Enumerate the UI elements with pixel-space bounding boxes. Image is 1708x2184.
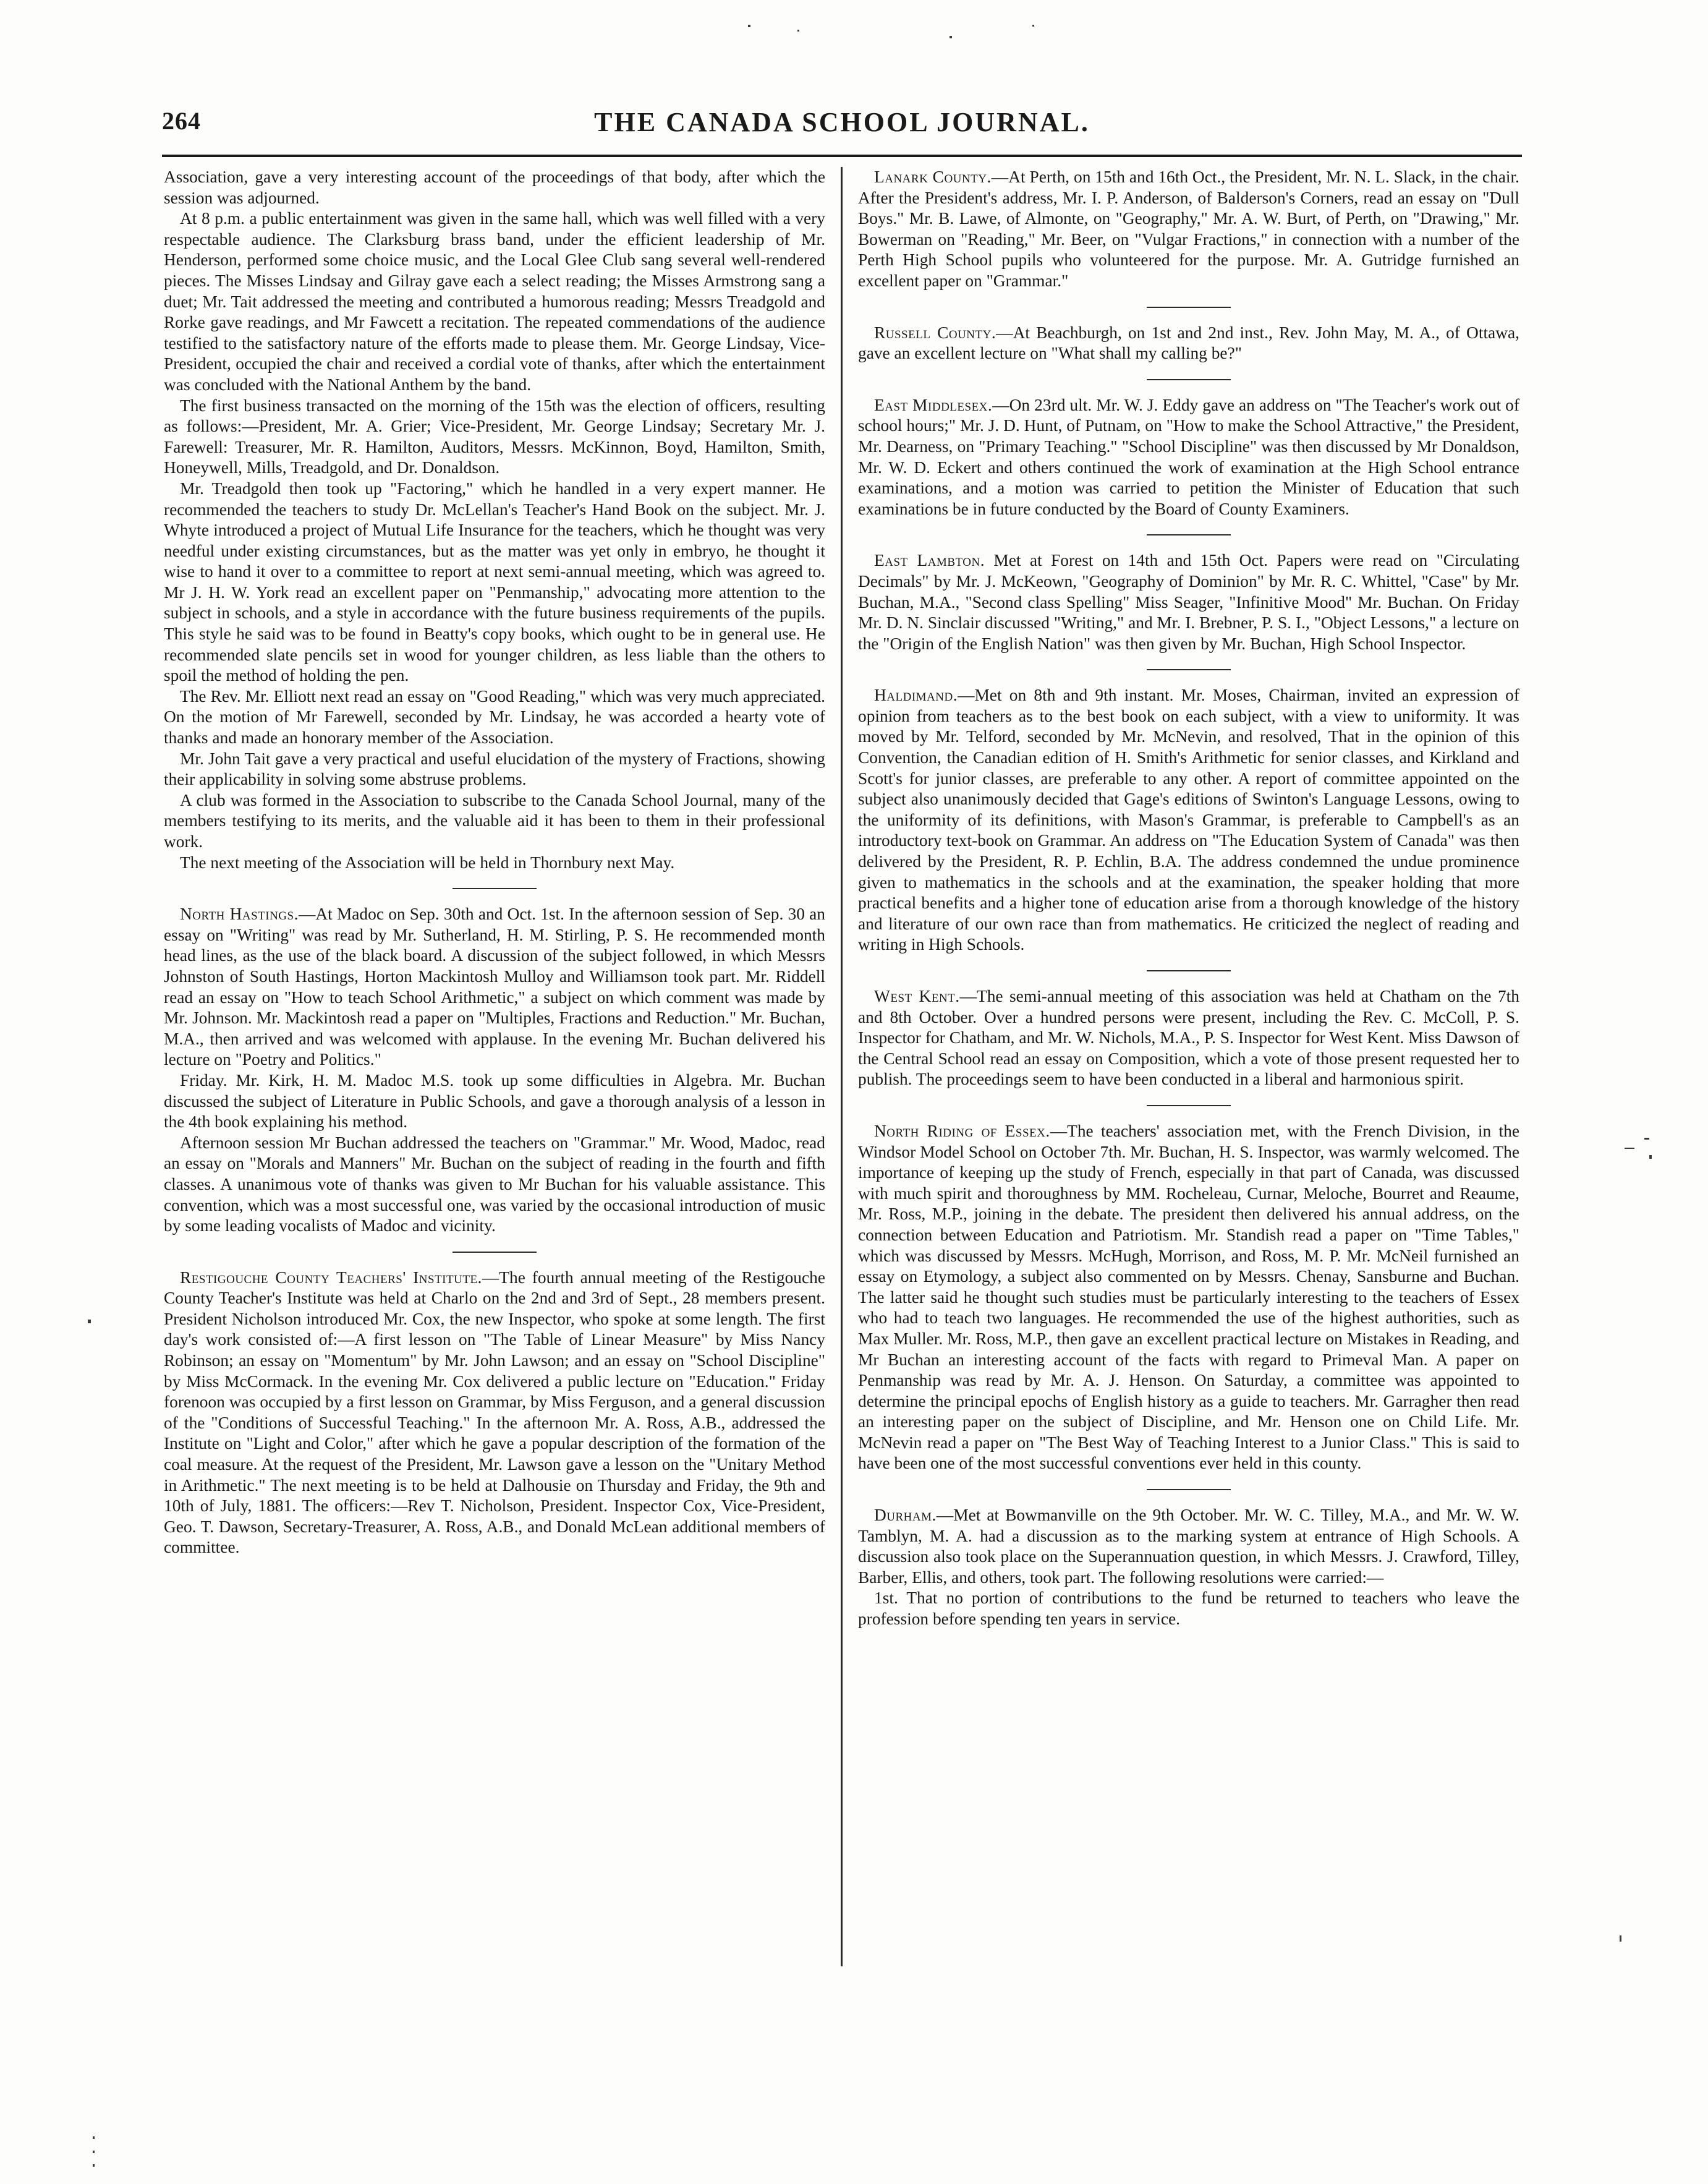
section-restigouche: Restigouche County Teachers' Institute.—The fourth annual meeting of the Restigouche County Teacher's Institute was held at Charlo on the 2nd and 3rd of Sept., 28 members present. President Nicholson introduced Mr. Cox, the new Inspector, who spoke at some length. The first day's work consisted of:—A first lesson on "The Table of Linear Measure" by Miss Nancy Robinson; an essay on "Momentum" by Mr. John Lawson; and an essay on "School Discipline" by Miss McCormack. In the evening Mr. Cox delivered a public lecture on "Education." Friday forenoon was occupied by a first lesson on Grammar, by Miss Ferguson, and a general discussion of the "Conditions of Successful Teaching." In the afternoon Mr. A. Ross, A.B., addressed the Institute on "Light and Color," after which he gave a popular description of the formation of the coal measure. At the request of the President, Mr. Lawson gave a lesson on the "Unitary Method in Arithmetic." The next meeting is to be held at Dalhousie on Thursday and Friday, the 9th and 10th of July, 1881. The officers:—Rev T. Nicholson, President. Inspector Cox, Vice-President, Geo. T. Dawson, Secretary-Treasurer, A. Ross, A.B., and Donald McLean additional members of committee. <box>164 1268 826 1557</box>
scan-speck <box>93 2164 95 2167</box>
section-text: At Madoc on Sep. 30th and Oct. 1st. In the afternoon session of Sep. 30 an essay on "Writing" was read by Mr. Sutherland, H. M. Stirling, P. S. He recommended month head lines, as the use of the black board. A discussion of the subject followed, in which Messrs Johnston of South Hastings, Horton Mackintosh Mulloy and Williamson took part. Mr. Riddell read an essay on "How to teach School Arithmetic," a subject on which comment was made by Mr. Johnson. Mr. Mackintosh read a paper on "Multiples, Fractions and Reduction." Mr. Buchan, M.A., then arrived and was welcomed with applause. In the evening Mr. Buchan delivered his lecture on "Poetry and Politics." <box>164 905 825 1069</box>
article-paragraph: The first business transacted on the morning of the 15th was the election of officers, resulting as follows:—President, Mr. A. Grier; Vice-President, Mr. George Lindsay; Secretary Mr. J. Farewell: Treasurer, Mr. R. Hamilton, Auditors, Messrs. McKinnon, Boyd, Hamilton, Smith, Honeywell, Mills, Treadgold, and Dr. Donaldson. <box>164 396 825 477</box>
section-north-hastings: North Hastings.—At Madoc on Sep. 30th and Oct. 1st. In the afternoon session of Sep. 30 an essay on "Writing" was read by Mr. Sutherland, H. M. Stirling, P. S. He recommended month head lines, as the use of the black board. A discussion of the subject followed, in which Messrs Johnston of South Hastings, Horton Mackintosh Mulloy and Williamson took part. Mr. Riddell read an essay on "How to teach School Arithmetic," a subject on which comment was made by Mr. Johnson. Mr. Mackintosh read a paper on "Multiples, Fractions and Reduction." Mr. Buchan, M.A., then arrived and was welcomed with applause. In the evening Mr. Buchan delivered his lecture on "Poetry and Politics." <box>164 905 825 1069</box>
scan-speck <box>1649 1155 1652 1159</box>
article-paragraph: Friday. Mr. Kirk, H. M. Madoc M.S. took up some difficulties in Algebra. Mr. Buchan discussed the subject of Literature in Public Schools, and gave a thorough analysis of a lesson in the 4th book explaining his method. <box>164 1070 825 1132</box>
scan-speck <box>1625 1148 1634 1149</box>
section-separator <box>1147 1489 1231 1490</box>
section-heading: Russell County. <box>874 323 996 342</box>
section-heading: East Middlesex. <box>874 395 993 414</box>
section-heading: North Riding of Essex. <box>874 1121 1050 1140</box>
section-text: At Beachburgh, on 1st and 2nd inst., Rev. John May, M. A., of Ottawa, gave an excellent lecture on "What shall my calling be?" <box>858 323 1519 363</box>
section-text: On 23rd ult. Mr. W. J. Eddy gave an address on "The Teacher's work out of school hours;" Mr. J. D. Hunt, of Putnam, on "How to make the School Attractive," the President, Mr. Dearness, on "Primary Teaching." "School Discipline" was then discussed by Mr Donaldson, Mr. W. D. Eckert and others continued the work of examination at the High School entrance examinations, and a motion was carried to petition the Minister of Education that such examinations be in future conducted by the Board of County Examiners. <box>858 395 1519 518</box>
section-heading: Durham. <box>874 1506 937 1525</box>
left-column <box>164 167 825 2022</box>
section-separator <box>1147 970 1231 971</box>
section-heading: Lanark County. <box>874 168 992 186</box>
column-divider <box>841 167 843 1966</box>
section-separator <box>1147 307 1231 308</box>
section-text: Met at Bowmanville on the 9th October. Mr. W. C. Tilley, M.A., and Mr. W. W. Tamblyn, M. A. had a discussion as to the marking system at entrance of High Schools. A discussion also took place on the Superannuation question, in which Messrs. J. Crawford, Tilley, Barber, Ellis, and others, took part. The following resolutions were carried:— <box>858 1506 1519 1587</box>
section-heading: North Hastings. <box>180 905 299 924</box>
section-heading: East Lambton. <box>874 551 985 570</box>
section-text: Met at Forest on 14th and 15th Oct. Papers were read on "Circulating Decimals" by Mr. J. McKeown, "Geography of Dominion" by Mr. R. C. Whittel, "Case" by Mr. Buchan, M.A., "Second class Spelling" Miss Seager, "Infinitive Mood" Mr. Buchan. On Friday Mr. D. N. Sinclair discussed "Writing," and Mr. I. Brebner, P. S. I., "Object Lessons," a lecture on the "Origin of the English Nation" was then given by Mr. Buchan, High School Inspector. <box>858 551 1519 653</box>
section-west-kent: West Kent.—The semi-annual meeting of this association was held at Chatham on the 7th and 8th October. Over a hundred persons were present, including the Rev. C. McColl, P. S. Inspector for Chatham, and Mr. W. Nichols, M.A., P. S. Inspector for West Kent. Miss Dawson of the Central School read an essay on Composition, which a vote of those present requested her to publish. The proceedings seem to have been conducted in a liberal and harmonious spirit. <box>858 987 1519 1089</box>
section-text: The fourth annual meeting of the Restigouche County Teacher's Institute was held at Charlo on the 2nd and 3rd of Sept., 28 members present. President Nicholson introduced Mr. Cox, the new Inspector, who spoke at some length. The first day's work consisted of:—A first lesson on "The Table of Linear Measure" by Miss Nancy Robinson; an essay on "Momentum" by Mr. John Lawson; and an essay on "School Discipline" by Miss McCormack. In the evening Mr. Cox delivered a public lecture on "Education." Friday forenoon was occupied by a first lesson on Grammar, by Miss Ferguson, and a general discussion of the "Conditions of Successful Teaching." In the afternoon Mr. A. Ross, A.B., addressed the Institute on "Light and Color," after which he gave a popular description of the formation of the coal measure. At the request of the President, Mr. Lawson gave a lesson on the "Unitary Method in Arithmetic." The next meeting is to be held at Dalhousie on Thursday and Friday, the 9th and 10th of July, 1881. The officers:—Rev T. Nicholson, President. Inspector Cox, Vice-President, Geo. T. Dawson, Secretary-Treasurer, A. Ross, A.B., and Donald McLean additional members of committee. <box>164 1268 826 1557</box>
section-separator <box>1147 534 1231 535</box>
page-header <box>162 106 1522 143</box>
article-paragraph: At 8 p.m. a public entertainment was given in the same hall, which was well filled with a very respectable audience. The Clarksburg brass band, under the efficient leadership of Mr. Henderson, performed some choice music, and the Local Glee Club sang several well-rendered pieces. The Misses Lindsay and Gilray gave each a select reading; the Misses Armstrong sang a duet; Mr. Tait addressed the meeting and contributed a humorous reading; Messrs Treadgold and Rorke gave readings, and Mr Fawcett a recitation. The repeated commendations of the audience testified to the satisfactory nature of the efforts made to please them. Mr. George Lindsay, Vice-President, occupied the chair and received a cordial vote of thanks, after which the entertainment was concluded with the National Anthem by the band. <box>164 209 825 394</box>
journal-title: THE CANADA SCHOOL JOURNAL. <box>594 107 1090 137</box>
section-heading: Restigouche County Teachers' Institute. <box>180 1268 482 1287</box>
scan-speck <box>88 1320 91 1323</box>
article-paragraph: The Rev. Mr. Elliott next read an essay on "Good Reading," which was very much appreciated. On the motion of Mr Farewell, seconded by Mr. Lindsay, he was accorded a hearty vote of thanks and made an honorary member of the Association. <box>164 686 825 748</box>
article-paragraph: A club was formed in the Association to subscribe to the Canada School Journal, many of the members testifying to its merits, and the valuable aid it has been to them in their professional work. <box>164 790 825 851</box>
article-paragraph: Association, gave a very interesting account of the proceedings of that body, after which the session was adjourned. <box>164 168 825 207</box>
section-north-riding-essex: North Riding of Essex.—The teachers' association met, with the French Division, in the Windsor Model School on October 7th. Mr. Buchan, H. S. Inspector, was warmly welcomed. The importance of keeping up the study of French, especially in that part of Canada, was discussed with much spirit and thoroughness by MM. Rocheleau, Curnar, Meloche, Bourret and Reaume, Mr. Ross, M.P., joining in the debate. The president then delivered his annual address, on the connection between Education and Patriotism. Mr. Standish read a paper on "Time Tables," which was discussed by Messrs. McHugh, Morrison, and Ross, M. P. Mr. McNeil furnished an essay on Etymology, a subject also commented on by Messrs. Chenay, Sansburne and Buchan. The latter said he thought such studies must be particularly interesting to the teachers of Essex who had to teach two languages. He recommended the use of the highest authorities, such as Max Muller. Mr. Ross, M.P., then gave an excellent practical lecture on Mistakes in Reading, and Mr Buchan an interesting account of the facts with regard to Primeval Man. A paper on Penmanship was read by Mr. A. J. Henson. On Saturday, a committee was appointed to determine the principal epochs of English history as a guide to teachers. Mr. Garragher then read an interesting paper on the subject of Discipline, and Mr. Henson one on Child Life. Mr. McNevin read a paper on "The Best Way of Teaching Interest to a Junior Class." This is said to have been one of the most successful conventions ever held in this county. <box>858 1121 1519 1473</box>
section-text: At Perth, on 15th and 16th Oct., the President, Mr. N. L. Slack, in the chair. After the President's address, Mr. I. P. Anderson, of Balderson's Corners, read an essay on "Dull Boys." Mr. B. Lawe, of Almonte, on "Geography," Mr. A. W. Burt, of Perth, on "Drawing," Mr. Bowerman on "Reading," Mr. Beer, on "Vulgar Fractions," in connection with a number of the Perth High School pupils who volunteered for the purpose. Mr. A. Gutridge furnished an excellent paper on "Grammar." <box>858 168 1519 290</box>
section-text: The teachers' association met, with the French Division, in the Windsor Model School on October 7th. Mr. Buchan, H. S. Inspector, was warmly welcomed. The importance of keeping up the study of French, especially in that part of Canada, was discussed with much spirit and thoroughness by MM. Rocheleau, Curnar, Meloche, Bourret and Reaume, Mr. Ross, M.P., joining in the debate. The president then delivered his annual address, on the connection between Education and Patriotism. Mr. Standish read a paper on "Time Tables," which was discussed by Messrs. McHugh, Morrison, and Ross, M. P. Mr. McNeil furnished an essay on Etymology, a subject also commented on by Messrs. Chenay, Sansburne and Buchan. The latter said he thought such studies must be particularly interesting to the teachers of Essex who had to teach two languages. He recommended the use of the highest authorities, such as Max Muller. Mr. Ross, M.P., then gave an excellent practical lecture on Mistakes in Reading, and Mr Buchan an interesting account of the facts with regard to Primeval Man. A paper on Penmanship was read by Mr. A. J. Henson. On Saturday, a committee was appointed to determine the principal epochs of English history as a guide to teachers. Mr. Garragher then read an interesting paper on the subject of Discipline, and Mr. Henson one on Child Life. Mr. McNevin read a paper on "The Best Way of Teaching Interest to a Junior Class." This is said to have been one of the most successful conventions ever held in this county. <box>858 1121 1519 1473</box>
article-paragraph: The next meeting of the Association will be held in Thornbury next May. <box>180 853 675 872</box>
scan-speck <box>797 30 799 32</box>
section-durham: Durham.—Met at Bowmanville on the 9th October. Mr. W. C. Tilley, M.A., and Mr. W. W. Tamblyn, M. A. had a discussion as to the marking system at entrance of High Schools. A discussion also took place on the Superannuation question, in which Messrs. J. Crawford, Tilley, Barber, Ellis, and others, took part. The following resolutions were carried:— <box>858 1506 1519 1587</box>
section-text: Met on 8th and 9th instant. Mr. Moses, Chairman, invited an expression of opinion from teachers as to the best book on each subject, with a view to uniformity. It was moved by Mr. Telford, seconded by Mr. McNevin, and resolved, That in the opinion of this Convention, the Canadian edition of H. Smith's Arithmetic for senior classes, and Kirkland and Scott's for junior classes, are preferable to any other. A report of committee appointed on the subject also unanimously decided that Gage's editions of Swinton's Language Lessons, owing to the uniformity of its definitions, with Mason's Grammar, is preferable to Campbell's as an introductory text-book on Grammar. An address on "The Education System of Canada" was then delivered by the President, R. P. Echlin, B.A. The address condemned the undue prominence given to mathematics in the schools and at the examination, the speaker holding that more practical benefits and a higher tone of education arise from a thorough knowledge of the history and literature of our own race than from mathematics. He criticized the neglect of reading and writing in High Schools. <box>858 686 1519 954</box>
section-haldimand: Haldimand.—Met on 8th and 9th instant. Mr. Moses, Chairman, invited an expression of opinion from teachers as to the best book on each subject, with a view to uniformity. It was moved by Mr. Telford, seconded by Mr. McNevin, and resolved, That in the opinion of this Convention, the Canadian edition of H. Smith's Arithmetic for senior classes, and Kirkland and Scott's for junior classes, are preferable to any other. A report of committee appointed on the subject also unanimously decided that Gage's editions of Swinton's Language Lessons, owing to the uniformity of its definitions, with Mason's Grammar, is preferable to Campbell's as an introductory text-book on Grammar. An address on "The Education System of Canada" was then delivered by the President, R. P. Echlin, B.A. The address condemned the undue prominence given to mathematics in the schools and at the examination, the speaker holding that more practical benefits and a higher tone of education arise from a thorough knowledge of the history and literature of our own race than from mathematics. He criticized the neglect of reading and writing in High Schools. <box>858 686 1519 954</box>
article-paragraph: 1st. That no portion of contributions to the fund be returned to teachers who leave the profession before spending ten years in service. <box>858 1589 1519 1629</box>
page-number: 264 <box>162 107 201 135</box>
scan-speck <box>748 25 750 27</box>
article-paragraph: Mr. John Tait gave a very practical and useful elucidation of the mystery of Fractions, showing their applicability in solving some abstruse problems. <box>164 749 825 789</box>
scan-speck <box>950 36 952 38</box>
scan-speck <box>1620 1935 1621 1942</box>
article-paragraph: Mr. Treadgold then took up "Factoring," which he handled in a very expert manner. He recommended the teachers to study Dr. McLellan's Teacher's Hand Book on the subject. Mr. J. Whyte introduced a project of Mutual Life Insurance for the teachers, which he thought was very needful under existing circumstances, but as the matter was yet only in embryo, he thought it wise to hand it over to a committee to report at next semi-annual meeting, which was agreed to. Mr J. H. W. York read an excellent paper on "Penmanship," advocating more attention to the subject in schools, and a style in accordance with the future business requirements of the pupils. This style he said was to be found in Beatty's copy books, which ought to be in general use. He recommended slate pencils set in wood for younger children, as less liable than the others to spoil the method of holding the pen. <box>164 479 825 685</box>
section-separator <box>1147 669 1231 670</box>
section-east-middlesex: East Middlesex.—On 23rd ult. Mr. W. J. Eddy gave an address on "The Teacher's work out of school hours;" Mr. J. D. Hunt, of Putnam, on "How to make the School Attractive," the President, Mr. Dearness, on "Primary Teaching." "School Discipline" was then discussed by Mr Donaldson, Mr. W. D. Eckert and others continued the work of examination at the High School entrance examinations, and a motion was carried to petition the Minister of Education that such examinations be in future conducted by the Board of County Examiners. <box>858 395 1519 518</box>
section-separator <box>1147 1105 1231 1106</box>
section-separator <box>1147 379 1231 380</box>
section-lanark: Lanark County.—At Perth, on 15th and 16th Oct., the President, Mr. N. L. Slack, in the chair. After the President's address, Mr. I. P. Anderson, of Balderson's Corners, read an essay on "Dull Boys." Mr. B. Lawe, of Almonte, on "Geography," Mr. A. W. Burt, of Perth, on "Drawing," Mr. Bowerman on "Reading," Mr. Beer, on "Vulgar Fractions," in connection with a number of the Perth High School pupils who volunteered for the purpose. Mr. A. Gutridge furnished an excellent paper on "Grammar." <box>858 168 1519 290</box>
article-paragraph: Afternoon session Mr Buchan addressed the teachers on "Grammar." Mr. Wood, Madoc, read an essay on "Morals and Manners" Mr. Buchan on the subject of reading in the fourth and fifth classes. A unanimous vote of thanks was given to Mr Buchan for his valuable assistance. This convention, which was a most successful one, was varied by the occasional introduction of music by some leading vocalists of Madoc and vicinity. <box>164 1133 825 1235</box>
section-separator <box>452 1252 537 1253</box>
section-heading: Haldimand. <box>874 686 958 705</box>
section-text: The semi-annual meeting of this association was held at Chatham on the 7th and 8th October. Over a hundred persons were present, including the Rev. C. McColl, P. S. Inspector for Chatham, and Mr. W. Nichols, M.A., P. S. Inspector for West Kent. Miss Dawson of the Central School read an essay on Composition, which a vote of those present requested her to publish. The proceedings seem to have been conducted in a liberal and harmonious spirit. <box>858 987 1519 1089</box>
section-heading: West Kent. <box>874 987 960 1005</box>
scan-speck <box>93 2151 95 2153</box>
header-rule <box>162 155 1522 157</box>
section-russell: Russell County.—At Beachburgh, on 1st and 2nd inst., Rev. John May, M. A., of Ottawa, gave an excellent lecture on "What shall my calling be?" <box>858 323 1519 363</box>
scan-speck <box>1644 1138 1649 1140</box>
scan-speck <box>93 2136 95 2139</box>
section-separator <box>452 888 537 889</box>
scan-speck <box>1032 25 1034 27</box>
section-east-lambton <box>858 550 1519 654</box>
right-column <box>858 167 1519 1849</box>
